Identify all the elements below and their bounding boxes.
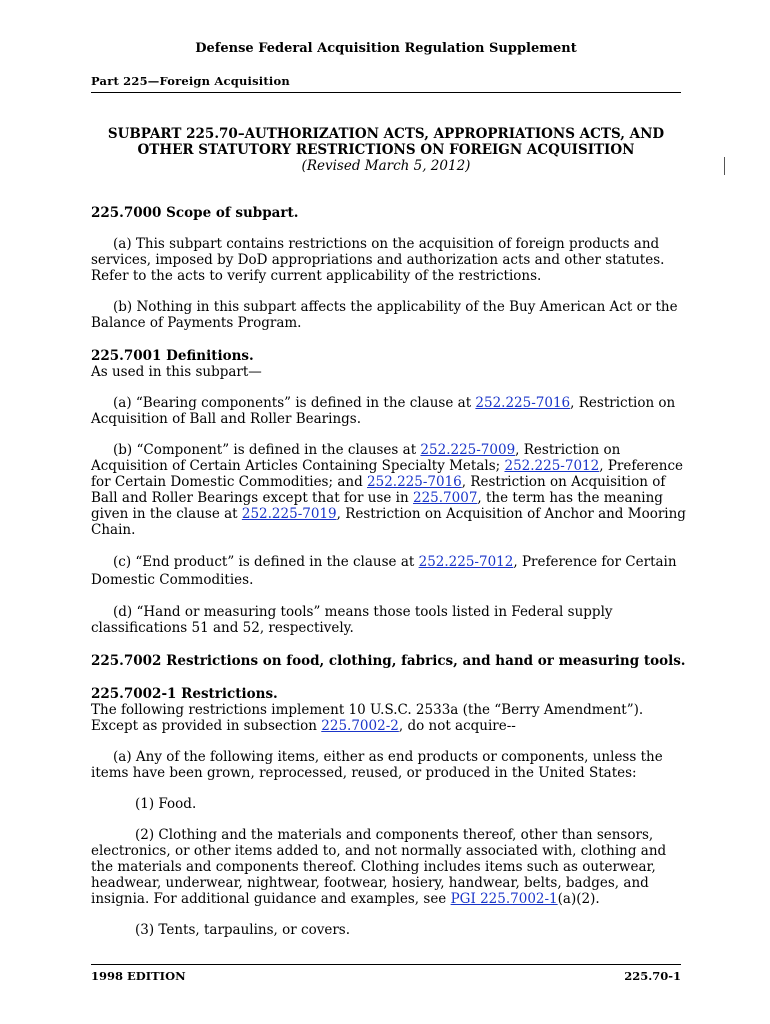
text-run: , do not acquire-- <box>398 718 516 734</box>
text-run: , Restriction on Acquisition of Ball and Roller Bearings except that for use in <box>91 474 666 506</box>
clause-link-252-225-7009[interactable]: 252.225-7009 <box>420 442 516 458</box>
clause-link-252-225-7016[interactable]: 252.225-7016 <box>367 474 462 490</box>
text-run: (2) Clothing and the materials and components thereof, other than sensors, electronics, or other items added to, and not normally associated with, clothing and the materials and components thereof. Clothing includes items such as outerwear, headwear, underwear, nightwear, footwear, hosiery, handwear, belts, badges, and insignia. For additional guidance and examples, see <box>91 827 667 907</box>
section-heading-7000: 225.7000 Scope of subpart. <box>91 205 299 221</box>
text-run: , the term has the meaning given in the clause at <box>91 490 663 522</box>
paragraph-7001-d: (d) “Hand or measuring tools” means those tools listed in Federal supply classifications 51 and 52, respectively. <box>91 604 613 636</box>
revision-date: (Revised March 5, 2012) <box>301 158 471 174</box>
document-body <box>91 205 691 938</box>
section-heading-7001: 225.7001 Definitions. <box>91 348 254 364</box>
text-run: (a) “Bearing components” is defined in the clause at <box>113 395 476 411</box>
paragraph-7001-intro: As used in this subpart— <box>91 364 262 380</box>
text-run: , Preference for Certain Domestic Commodities; and <box>91 458 684 490</box>
clause-link-252-225-7012[interactable]: 252.225-7012 <box>418 554 514 570</box>
paragraph-7000-b: (b) Nothing in this subpart affects the applicability of the Buy American Act or the Balance of Payments Program. <box>91 299 678 331</box>
footer-divider <box>91 964 681 965</box>
subpart-title-line2: OTHER STATUTORY RESTRICTIONS ON FOREIGN ACQUISITION <box>137 142 635 158</box>
section-link-225-7002-2[interactable]: 225.7002-2 <box>321 718 399 734</box>
header-divider <box>91 92 681 93</box>
paragraph-7002-1-a2 <box>91 827 691 907</box>
section-link-225-7007[interactable]: 225.7007 <box>413 490 478 506</box>
subpart-title-line1: SUBPART 225.70–AUTHORIZATION ACTS, APPROPRIATIONS ACTS, AND <box>107 126 665 142</box>
paragraph-7001-c <box>91 553 691 589</box>
page-number: 225.70-1 <box>624 969 681 983</box>
change-bar <box>724 157 725 175</box>
text-run: , Preference for Certain Domestic Commodities. <box>91 554 677 588</box>
clause-link-252-225-7016[interactable]: 252.225-7016 <box>475 395 571 411</box>
clause-link-252-225-7019[interactable]: 252.225-7019 <box>241 506 337 522</box>
text-run: , Restriction on Acquisition of Certain Articles Containing Specialty Metals; <box>91 442 621 474</box>
text-run: Except as provided in subsection <box>91 718 322 734</box>
text-run: (a)(2). <box>557 891 600 907</box>
pgi-link-225-7002-1[interactable]: PGI 225.7002-1 <box>450 891 558 907</box>
text-run: (b) “Component” is defined in the clauses at <box>113 442 421 458</box>
section-heading-7002: 225.7002 Restrictions on food, clothing, fabrics, and hand or measuring tools. <box>91 653 686 669</box>
part-title: Part 225—Foreign Acquisition <box>91 74 290 88</box>
text-run: , Restriction on Acquisition of Ball and Roller Bearings. <box>91 395 676 427</box>
text-run: (c) “End product” is defined in the clause at <box>113 554 419 570</box>
paragraph-7001-a <box>91 395 691 427</box>
text-run: , Restriction on Acquisition of Anchor and Mooring Chain. <box>91 506 686 538</box>
paragraph-7000-a: (a) This subpart contains restrictions on the acquisition of foreign products and services, imposed by DoD appropriations and authorization acts and other statutes. Refer to the acts to verify current applicability of the restrictions. <box>91 236 665 284</box>
section-heading-7002-1: 225.7002-1 Restrictions. <box>91 686 278 702</box>
paragraph-7002-1-intro2 <box>91 718 691 734</box>
subpart-title <box>91 126 681 158</box>
clause-link-252-225-7012[interactable]: 252.225-7012 <box>504 458 600 474</box>
paragraph-7001-b <box>91 442 691 538</box>
edition-label: 1998 EDITION <box>91 969 186 983</box>
document-title: Defense Federal Acquisition Regulation Supplement <box>195 41 577 56</box>
paragraph-7002-1-a: (a) Any of the following items, either as end products or components, unless the items have been grown, reprocessed, reused, or produced in the United States: <box>91 749 663 781</box>
paragraph-7002-1-a3: (3) Tents, tarpaulins, or covers. <box>135 922 350 938</box>
paragraph-7002-1-a1: (1) Food. <box>135 796 197 812</box>
paragraph-7002-1-intro1: The following restrictions implement 10 U.S.C. 2533a (the “Berry Amendment”). <box>91 702 644 718</box>
